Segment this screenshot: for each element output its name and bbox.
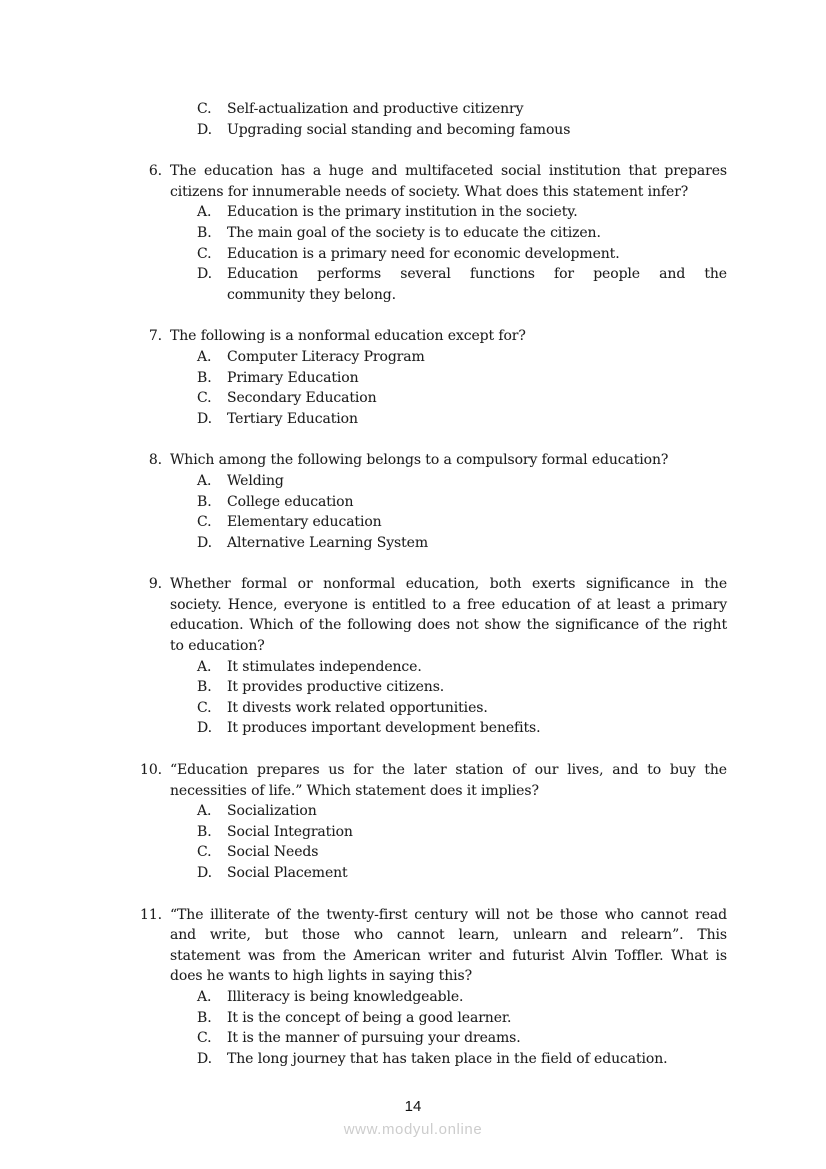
option-letter: C. bbox=[197, 514, 212, 531]
option-letter: C. bbox=[197, 245, 212, 262]
option-text bbox=[227, 677, 727, 698]
page-number: 14 bbox=[404, 1098, 422, 1115]
option-letter: C. bbox=[197, 844, 212, 861]
option-text bbox=[227, 1028, 727, 1049]
question-number: 9. bbox=[148, 576, 162, 593]
option-text bbox=[227, 492, 727, 513]
option-text-line: Tertiary Education bbox=[227, 410, 358, 427]
question-text-line: The education has a huge and multifaceted social institution that prepares bbox=[170, 163, 727, 180]
option-text bbox=[227, 99, 727, 120]
question-text-line: Which among the following belongs to a compulsory formal education? bbox=[170, 452, 669, 469]
option-row bbox=[197, 533, 727, 554]
question-number: 8. bbox=[148, 452, 162, 469]
option-text-line: Upgrading social standing and becoming famous bbox=[227, 121, 571, 138]
option-letter: D. bbox=[197, 865, 212, 881]
option-text bbox=[227, 1049, 727, 1070]
option-row bbox=[197, 1049, 727, 1070]
option-text bbox=[227, 698, 727, 719]
option-letter: A. bbox=[197, 988, 212, 1005]
option-letter: B. bbox=[197, 224, 212, 241]
option-text-line: Alternative Learning System bbox=[227, 534, 429, 551]
option-text-line: Computer Literacy Program bbox=[227, 348, 425, 365]
question-text-line: citizens for innumerable needs of society. What does this statement infer? bbox=[170, 183, 689, 200]
option-text bbox=[227, 471, 727, 492]
question-number: 11. bbox=[140, 906, 162, 923]
option-text bbox=[227, 987, 727, 1008]
option-text-line: Social Placement bbox=[227, 865, 348, 881]
question-8 bbox=[148, 450, 727, 553]
option-text bbox=[227, 368, 727, 389]
option-row bbox=[197, 1008, 727, 1029]
option-letter: A. bbox=[197, 803, 212, 820]
option-row bbox=[197, 409, 727, 430]
option-text bbox=[227, 1008, 727, 1029]
question-text-line: Whether formal or nonformal education, both exerts significance in the bbox=[170, 576, 727, 593]
option-text-line: Elementary education bbox=[227, 514, 382, 531]
option-row bbox=[197, 368, 727, 389]
option-row bbox=[197, 244, 727, 265]
question-text-line: society. Hence, everyone is entitled to a free education of at least a primary bbox=[170, 596, 727, 613]
option-letter: D. bbox=[197, 266, 212, 283]
option-text-line: Self-actualization and productive citizenry bbox=[227, 101, 524, 117]
option-text-line: It divests work related opportunities. bbox=[227, 699, 488, 716]
option-row bbox=[197, 347, 727, 368]
question-11 bbox=[140, 905, 727, 1070]
option-text-line: It is the concept of being a good learner. bbox=[227, 1009, 512, 1026]
question-text-line: “The illiterate of the twenty-first century will not be those who cannot read bbox=[170, 906, 727, 923]
option-text-line: Primary Education bbox=[227, 369, 359, 386]
option-row bbox=[197, 657, 727, 678]
option-row bbox=[197, 987, 727, 1008]
option-text bbox=[227, 512, 727, 533]
option-row bbox=[197, 863, 727, 884]
question-9 bbox=[148, 574, 727, 739]
question-number: 10. bbox=[140, 762, 162, 779]
option-letter: D. bbox=[197, 720, 212, 737]
option-text bbox=[227, 801, 727, 822]
option-text-line: It produces important development benefits. bbox=[227, 720, 541, 737]
question-text bbox=[170, 326, 727, 347]
option-text-line: The long journey that has taken place in the field of education. bbox=[227, 1050, 668, 1067]
option-text bbox=[227, 533, 727, 554]
option-text-line: Socialization bbox=[227, 803, 317, 820]
option-row bbox=[197, 492, 727, 513]
option-text bbox=[227, 718, 727, 739]
option-row bbox=[197, 120, 727, 141]
option-letter: B. bbox=[197, 493, 212, 510]
option-letter: B. bbox=[197, 1009, 212, 1026]
question-number: 6. bbox=[148, 163, 162, 180]
option-text bbox=[227, 244, 727, 265]
option-text-line: College education bbox=[227, 493, 354, 510]
option-letter: A. bbox=[197, 472, 212, 489]
option-row bbox=[197, 822, 727, 843]
question-text bbox=[170, 450, 727, 471]
option-text bbox=[227, 347, 727, 368]
question-text-line: The following is a nonformal education except for? bbox=[170, 328, 526, 345]
option-letter: B. bbox=[197, 369, 212, 386]
option-text-line: Education is the primary institution in the society. bbox=[227, 204, 578, 221]
option-text bbox=[227, 264, 727, 305]
option-row bbox=[197, 99, 727, 120]
option-text-line: community they belong. bbox=[227, 286, 396, 303]
option-text bbox=[227, 202, 727, 223]
option-row bbox=[197, 471, 727, 492]
question-text-line: does he wants to high lights in saying this? bbox=[170, 968, 472, 985]
question-text-line: necessities of life.” Which statement does it implies? bbox=[170, 782, 539, 799]
question-text-line: and write, but those who cannot learn, unlearn and relearn”. This bbox=[170, 927, 727, 944]
question-text bbox=[170, 161, 727, 202]
option-letter: D. bbox=[197, 1050, 212, 1067]
option-letter: C. bbox=[197, 101, 212, 117]
option-text bbox=[227, 657, 727, 678]
option-letter: A. bbox=[197, 658, 212, 675]
option-row bbox=[197, 1028, 727, 1049]
option-text-line: Illiteracy is being knowledgeable. bbox=[227, 988, 464, 1005]
option-letter: D. bbox=[197, 121, 212, 138]
watermark-text: www.modyul.online bbox=[343, 1121, 483, 1138]
option-row bbox=[197, 388, 727, 409]
option-row bbox=[197, 801, 727, 822]
question-number: 7. bbox=[148, 328, 162, 345]
option-text bbox=[227, 863, 727, 884]
option-text-line: Social Needs bbox=[227, 844, 319, 861]
option-text-line: Welding bbox=[227, 472, 284, 489]
question-text bbox=[170, 905, 727, 987]
option-letter: A. bbox=[197, 348, 212, 365]
option-letter: C. bbox=[197, 1030, 212, 1047]
question-10 bbox=[140, 760, 727, 884]
question-7 bbox=[148, 326, 727, 429]
option-row bbox=[197, 512, 727, 533]
question-partial-options bbox=[170, 99, 727, 140]
option-text-line: The main goal of the society is to educate the citizen. bbox=[227, 224, 601, 241]
option-letter: A. bbox=[197, 204, 212, 221]
option-row bbox=[197, 842, 727, 863]
option-text-line: Secondary Education bbox=[227, 390, 377, 407]
option-row bbox=[197, 718, 727, 739]
question-text bbox=[170, 760, 727, 801]
option-letter: C. bbox=[197, 390, 212, 407]
option-row bbox=[197, 223, 727, 244]
option-text-line: Social Integration bbox=[227, 823, 353, 840]
option-text-line: Education is a primary need for economic development. bbox=[227, 245, 620, 262]
question-text-line: to education? bbox=[170, 638, 265, 655]
question-text-line: statement was from the American writer and futurist Alvin Toffler. What is bbox=[170, 947, 727, 964]
option-row bbox=[197, 202, 727, 223]
option-text bbox=[227, 822, 727, 843]
option-text-line: It provides productive citizens. bbox=[227, 679, 445, 696]
option-text-line: Education performs several functions for people and the bbox=[227, 266, 727, 283]
option-text bbox=[227, 120, 727, 141]
option-text-line: It stimulates independence. bbox=[227, 658, 422, 675]
option-row bbox=[197, 677, 727, 698]
option-letter: D. bbox=[197, 410, 212, 427]
option-text bbox=[227, 388, 727, 409]
question-text bbox=[170, 574, 727, 656]
option-row bbox=[197, 264, 727, 305]
option-letter: D. bbox=[197, 534, 212, 551]
option-row bbox=[197, 698, 727, 719]
option-letter: B. bbox=[197, 823, 212, 840]
question-text-line: “Education prepares us for the later station of our lives, and to buy the bbox=[170, 762, 727, 779]
option-letter: C. bbox=[197, 699, 212, 716]
option-text bbox=[227, 842, 727, 863]
option-letter: B. bbox=[197, 679, 212, 696]
option-text bbox=[227, 409, 727, 430]
question-6 bbox=[148, 161, 727, 305]
question-text-line: education. Which of the following does not show the significance of the right bbox=[170, 617, 727, 634]
option-text bbox=[227, 223, 727, 244]
option-text-line: It is the manner of pursuing your dreams. bbox=[227, 1030, 521, 1047]
question-list bbox=[140, 99, 727, 1069]
